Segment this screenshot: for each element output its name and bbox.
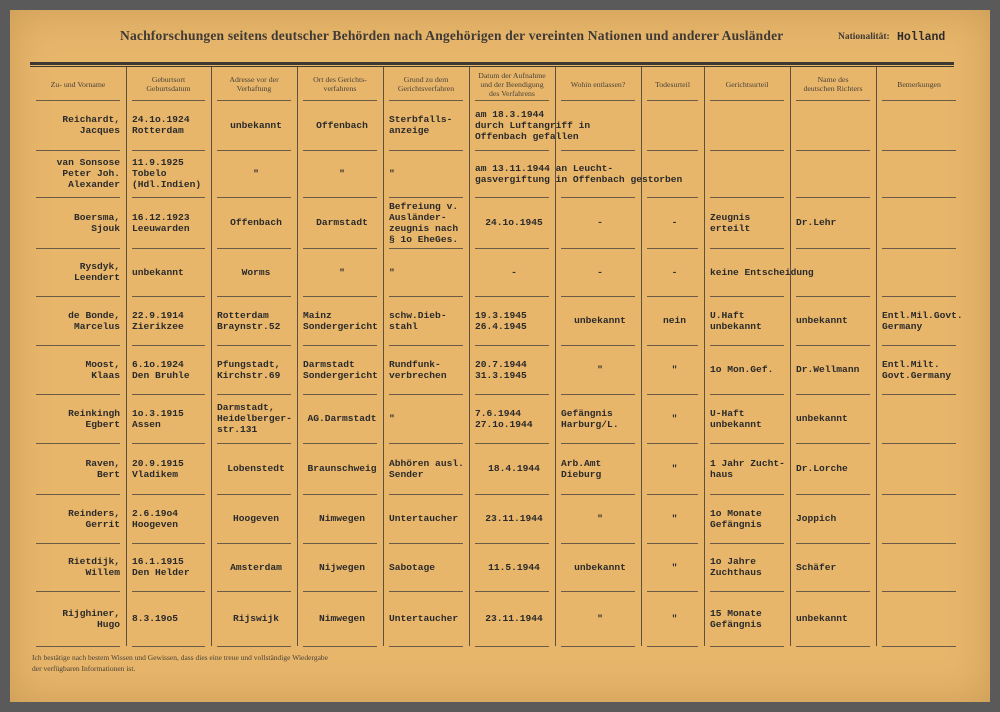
row-divider — [882, 494, 956, 495]
cell-reason: " — [389, 413, 395, 424]
cell-judge: Schäfer — [796, 561, 837, 573]
row-divider — [303, 543, 377, 544]
row-divider — [36, 494, 120, 495]
cell-verdict: U.Haft unbekannt — [710, 309, 762, 332]
row-divider — [389, 543, 463, 544]
row-divider — [303, 494, 377, 495]
cell-death: " — [671, 364, 678, 375]
cell-verdict: 1 Jahr Zucht- haus — [710, 457, 785, 480]
row-divider — [303, 150, 377, 151]
column-header: Adresse vor der Verhaftung — [229, 75, 279, 93]
row-divider — [217, 296, 291, 297]
cell-dates: - — [511, 266, 517, 278]
row-divider — [710, 248, 784, 249]
row-divider — [882, 296, 956, 297]
row-divider — [882, 543, 956, 544]
row-divider — [36, 591, 120, 592]
row-divider — [796, 591, 870, 592]
cell-name: Boersma, Sjouk — [73, 211, 120, 234]
row-divider — [882, 394, 956, 395]
cell-birth: 16.12.1923 Leeuwarden — [132, 211, 190, 234]
cell-death: " — [671, 413, 678, 424]
cell-address: Hoogeven — [232, 513, 280, 524]
cell-death: - — [671, 217, 678, 228]
row-divider — [132, 494, 205, 495]
cell-death: " — [671, 513, 678, 524]
cell-name: Moost, Klaas — [85, 358, 120, 381]
row-divider — [475, 150, 549, 151]
row-divider — [303, 394, 377, 395]
column-divider — [211, 67, 212, 646]
cell-released: Gefängnis Harburg/L. — [561, 407, 619, 430]
cell-name: de Bonde, Marcelus — [68, 309, 120, 332]
cell-death: " — [671, 561, 678, 573]
column-divider — [297, 67, 298, 646]
row-divider — [303, 100, 377, 101]
cell-reason: Abhören ausl. Sender — [389, 457, 464, 480]
cell-judge: unbekannt — [796, 413, 848, 424]
cell-court: Nimwegen — [318, 513, 366, 524]
cell-judge: unbekannt — [796, 315, 848, 326]
cell-verdict: 1o Mon.Gef. — [710, 364, 774, 375]
row-divider — [217, 646, 291, 647]
cell-dates: am 13.11.1944 an Leucht- gasvergiftung in Offenbach gestorben — [475, 162, 683, 185]
column-divider — [704, 67, 705, 646]
column-header: Name des deutschen Richters — [803, 75, 863, 93]
cell-dates: 24.1o.1945 — [485, 217, 543, 228]
cell-verdict: keine Entscheidung — [710, 266, 814, 278]
cell-dates: 11.5.1944 — [488, 561, 540, 573]
cell-address: Rotterdam Braynstr.52 — [217, 309, 281, 332]
cell-released: " — [597, 364, 603, 375]
row-divider — [710, 296, 784, 297]
row-divider — [882, 248, 956, 249]
row-divider — [475, 248, 549, 249]
cell-name: Rijghiner, Hugo — [62, 607, 120, 630]
row-divider — [217, 494, 291, 495]
cell-name: Reichardt, Jacques — [62, 114, 120, 136]
cell-birth: 2.6.19o4 Hoogeven — [132, 507, 179, 530]
row-divider — [475, 494, 549, 495]
row-divider — [647, 494, 698, 495]
row-divider — [561, 443, 635, 444]
column-header: Grund zu dem Gerichtsverfahren — [397, 75, 455, 93]
cell-judge: unbekannt — [796, 613, 848, 624]
cell-death: " — [671, 613, 678, 624]
cell-dates: 19.3.1945 26.4.1945 — [475, 309, 527, 332]
row-divider — [882, 100, 956, 101]
cell-address: Worms — [241, 266, 271, 278]
cell-verdict: U-Haft unbekannt — [710, 407, 762, 430]
cell-death: " — [671, 463, 678, 474]
cell-court: Nijwegen — [318, 561, 366, 573]
cell-reason: schw.Dieb- stahl — [389, 309, 447, 332]
column-divider — [126, 67, 127, 646]
row-divider — [389, 345, 463, 346]
cell-court: Nimwegen — [318, 613, 366, 624]
row-divider — [647, 150, 698, 151]
cell-birth: 16.1.1915 Den Helder — [132, 556, 190, 578]
row-divider — [36, 100, 120, 101]
footer-text: Ich bestätige nach bestem Wissen und Gewissen, dass dies eine treue und vollständige Wiedergabe der verfügbaren Informationen ist. — [32, 653, 328, 673]
row-divider — [475, 443, 549, 444]
row-divider — [796, 150, 870, 151]
row-divider — [475, 100, 549, 101]
row-divider — [303, 345, 377, 346]
cell-court: Braunschweig — [307, 463, 377, 474]
row-divider — [36, 646, 120, 647]
row-divider — [36, 345, 120, 346]
row-divider — [710, 591, 784, 592]
cell-name: Reinders, Gerrit — [68, 507, 120, 530]
cell-reason: Untertaucher — [389, 513, 459, 524]
cell-reason: Untertaucher — [389, 613, 459, 624]
cell-name: Rysdyk, Leendert — [73, 261, 120, 283]
row-divider — [475, 197, 549, 198]
cell-name: Raven, Bert — [85, 457, 120, 480]
cell-released: - — [597, 217, 603, 228]
cell-birth: 11.9.1925 Tobelo (Hdl.Indien) — [132, 157, 202, 190]
row-divider — [475, 543, 549, 544]
row-divider — [389, 248, 463, 249]
cell-reason: " — [389, 266, 395, 278]
cell-court: " — [339, 266, 345, 278]
cell-released: " — [597, 613, 603, 624]
cell-death: nein — [662, 315, 687, 326]
cell-dates: 7.6.1944 27.1o.1944 — [475, 407, 533, 430]
row-divider — [132, 345, 205, 346]
cell-judge: Dr.Lorche — [796, 463, 848, 474]
cell-birth: 6.1o.1924 Den Bruhle — [132, 358, 190, 381]
row-divider — [796, 296, 870, 297]
column-divider — [383, 67, 384, 646]
row-divider — [132, 296, 205, 297]
cell-address: " — [253, 168, 259, 179]
row-divider — [303, 443, 377, 444]
cell-remarks: Entl.Milt. Govt.Germany — [882, 358, 952, 381]
cell-address: Lobenstedt — [227, 463, 285, 474]
column-divider — [555, 67, 556, 646]
row-divider — [710, 443, 784, 444]
row-divider — [132, 150, 205, 151]
row-divider — [882, 345, 956, 346]
row-divider — [710, 197, 784, 198]
row-divider — [389, 494, 463, 495]
row-divider — [36, 394, 120, 395]
row-divider — [217, 591, 291, 592]
row-divider — [710, 646, 784, 647]
row-divider — [796, 646, 870, 647]
row-divider — [647, 345, 698, 346]
row-divider — [710, 345, 784, 346]
document-title: Nachforschungen seitens deutscher Behörden nach Angehörigen der vereinten Nationen und anderer Ausländer — [120, 28, 784, 43]
column-header: Wohin entlassen? — [570, 79, 626, 89]
cell-name: Reinkingh Egbert — [68, 407, 120, 430]
cell-reason: Befreiung v. Ausländer- zeugnis nach § 1o EheGes. — [389, 201, 459, 245]
row-divider — [389, 296, 463, 297]
cell-released: Arb.Amt Dieburg — [561, 457, 602, 480]
row-divider — [882, 150, 956, 151]
row-divider — [132, 100, 205, 101]
column-header: Todesurteil — [655, 79, 690, 89]
cell-address: Amsterdam — [230, 561, 282, 573]
row-divider — [303, 248, 377, 249]
cell-court: " — [339, 168, 345, 179]
header-rule — [30, 66, 954, 67]
row-divider — [561, 646, 635, 647]
column-divider — [469, 67, 470, 646]
cell-reason: " — [389, 168, 395, 179]
row-divider — [475, 646, 549, 647]
row-divider — [303, 591, 377, 592]
row-divider — [647, 197, 698, 198]
row-divider — [217, 345, 291, 346]
row-divider — [710, 543, 784, 544]
row-divider — [36, 197, 120, 198]
row-divider — [561, 248, 635, 249]
row-divider — [561, 591, 635, 592]
row-divider — [710, 150, 784, 151]
row-divider — [475, 345, 549, 346]
cell-address: Offenbach — [230, 217, 282, 228]
column-header: Datum der Aufnahme und der Beendigung des Verfahrens — [478, 70, 546, 98]
row-divider — [217, 394, 291, 395]
row-divider — [303, 296, 377, 297]
cell-released: - — [597, 266, 603, 278]
row-divider — [217, 100, 291, 101]
cell-birth: 22.9.1914 Zierikzee — [132, 309, 184, 332]
row-divider — [561, 394, 635, 395]
cell-address: unbekannt — [230, 119, 282, 131]
row-divider — [389, 197, 463, 198]
cell-released: " — [597, 513, 603, 524]
row-divider — [36, 443, 120, 444]
row-divider — [561, 197, 635, 198]
row-divider — [217, 150, 291, 151]
cell-court: AG.Darmstadt — [307, 413, 377, 424]
row-divider — [561, 100, 635, 101]
cell-birth: 8.3.19o5 — [132, 613, 179, 624]
row-divider — [796, 494, 870, 495]
cell-dates: 18.4.1944 — [488, 463, 540, 474]
cell-verdict: Zeugnis erteilt — [710, 211, 751, 234]
cell-verdict: 1o Jahre Zuchthaus — [710, 556, 762, 578]
row-divider — [561, 494, 635, 495]
row-divider — [796, 197, 870, 198]
row-divider — [647, 296, 698, 297]
row-divider — [217, 543, 291, 544]
row-divider — [36, 248, 120, 249]
row-divider — [796, 394, 870, 395]
row-divider — [389, 646, 463, 647]
cell-court: Darmstadt Sondergericht — [303, 358, 378, 381]
cell-verdict: 1o Monate Gefängnis — [710, 507, 762, 530]
row-divider — [132, 248, 205, 249]
row-divider — [561, 345, 635, 346]
row-divider — [710, 394, 784, 395]
row-divider — [36, 150, 120, 151]
cell-dates: am 18.3.1944 durch Luftangriff in Offenbach gefallen — [475, 108, 591, 142]
cell-birth: 20.9.1915 Vladikem — [132, 457, 184, 480]
cell-court: Offenbach — [316, 119, 368, 131]
row-divider — [132, 646, 205, 647]
row-divider — [475, 296, 549, 297]
row-divider — [303, 197, 377, 198]
column-header: Gerichtsurteil — [725, 79, 769, 89]
column-divider — [876, 67, 877, 646]
cell-address: Pfungstadt, Kirchstr.69 — [217, 358, 281, 381]
row-divider — [647, 443, 698, 444]
row-divider — [389, 394, 463, 395]
cell-reason: Rundfunk- verbrechen — [389, 358, 447, 381]
row-divider — [389, 591, 463, 592]
nationality-value: Holland — [897, 31, 946, 44]
cell-name: Rietdijk, Willem — [68, 556, 120, 578]
row-divider — [217, 443, 291, 444]
cell-dates: 23.11.1944 — [485, 513, 543, 524]
row-divider — [882, 443, 956, 444]
footer-certification — [32, 652, 452, 674]
row-divider — [647, 248, 698, 249]
row-divider — [389, 443, 463, 444]
row-divider — [132, 394, 205, 395]
row-divider — [647, 543, 698, 544]
row-divider — [647, 591, 698, 592]
cell-remarks: Entl.Mil.Govt. Germany — [882, 309, 963, 332]
row-divider — [217, 197, 291, 198]
row-divider — [796, 543, 870, 544]
cell-reason: Sterbfalls- anzeige — [389, 114, 453, 136]
column-header: Geburtsort Geburtsdatum — [146, 75, 191, 93]
row-divider — [132, 543, 205, 544]
nationality-label: Nationalität: — [838, 32, 890, 42]
row-divider — [475, 394, 549, 395]
row-divider — [710, 494, 784, 495]
row-divider — [475, 591, 549, 592]
cell-judge: Dr.Wellmann — [796, 364, 860, 375]
row-divider — [561, 543, 635, 544]
row-divider — [710, 100, 784, 101]
cell-reason: Sabotage — [389, 561, 436, 573]
row-divider — [796, 248, 870, 249]
column-header: Bemerkungen — [897, 79, 941, 89]
cell-name: van Sonsose Peter Joh. Alexander — [56, 157, 120, 190]
row-divider — [882, 197, 956, 198]
cell-court: Darmstadt — [316, 217, 368, 228]
column-divider — [641, 67, 642, 646]
row-divider — [389, 100, 463, 101]
row-divider — [36, 543, 120, 544]
row-divider — [796, 345, 870, 346]
row-divider — [132, 591, 205, 592]
row-divider — [217, 248, 291, 249]
cell-birth: 1o.3.1915 Assen — [132, 407, 184, 430]
row-divider — [561, 150, 635, 151]
cell-address: Rijswijk — [232, 613, 280, 624]
row-divider — [882, 646, 956, 647]
cell-released: unbekannt — [574, 315, 626, 326]
cell-dates: 20.7.1944 31.3.1945 — [475, 358, 527, 381]
row-divider — [647, 646, 698, 647]
row-divider — [303, 646, 377, 647]
cell-judge: Joppich — [796, 513, 837, 524]
column-header: Zu- und Vorname — [50, 79, 106, 89]
cell-death: - — [671, 266, 678, 278]
column-divider — [790, 67, 791, 646]
top-rule — [30, 62, 954, 65]
cell-verdict: 15 Monate Gefängnis — [710, 607, 762, 630]
cell-birth: unbekannt — [132, 266, 184, 278]
row-divider — [796, 443, 870, 444]
row-divider — [389, 150, 463, 151]
row-divider — [132, 443, 205, 444]
column-header: Ort des Gerichts- verfahrens — [313, 75, 367, 93]
cell-court: Mainz Sondergericht — [303, 309, 378, 332]
cell-birth: 24.1o.1924 Rotterdam — [132, 114, 190, 136]
row-divider — [132, 197, 205, 198]
row-divider — [882, 591, 956, 592]
cell-dates: 23.11.1944 — [485, 613, 543, 624]
row-divider — [561, 296, 635, 297]
row-divider — [647, 100, 698, 101]
cell-address: Darmstadt, Heidelberger- str.131 — [217, 402, 292, 435]
cell-judge: Dr.Lehr — [796, 217, 837, 228]
cell-released: unbekannt — [574, 561, 626, 573]
row-divider — [36, 296, 120, 297]
row-divider — [796, 100, 870, 101]
row-divider — [647, 394, 698, 395]
